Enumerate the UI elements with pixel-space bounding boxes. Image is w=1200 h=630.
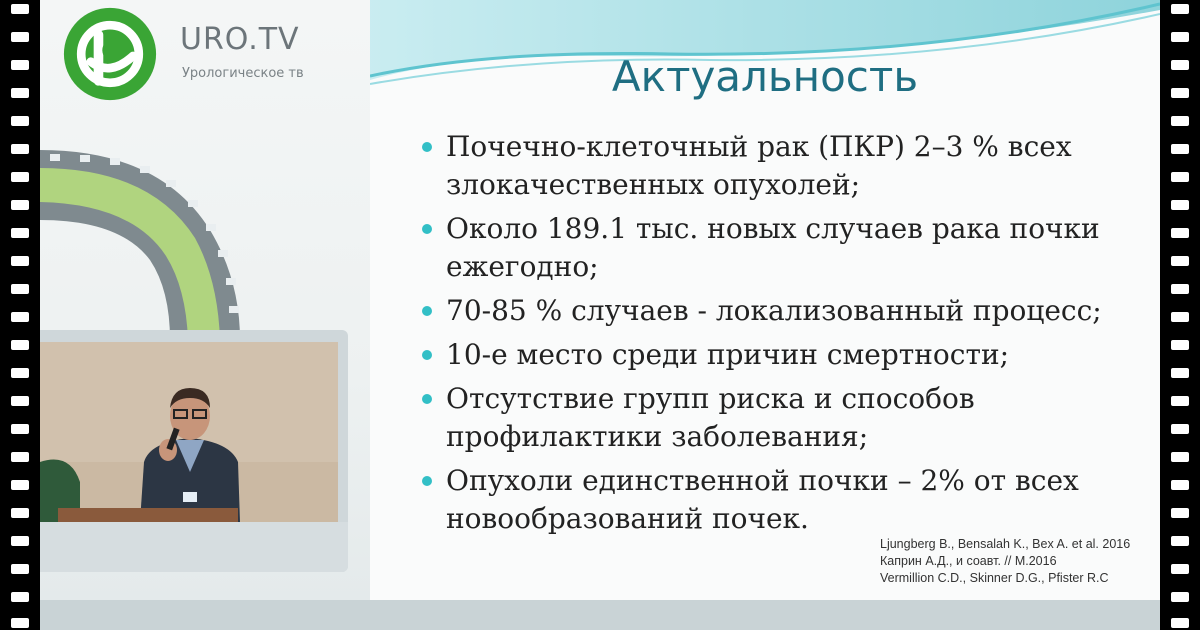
logo-tagline: Урологическое тв (182, 66, 304, 81)
slide-title: Актуальность (611, 52, 919, 101)
film-strip-left (0, 0, 40, 630)
bottom-bar (40, 600, 1160, 630)
reference-line: Vermillion C.D., Skinner D.G., Pfister R.C (880, 571, 1109, 585)
bullet-dot-icon (422, 224, 432, 234)
bullet-dot-icon (422, 394, 432, 404)
presentation-slide (370, 0, 1160, 602)
bullet-item: 70-85 % случаев - локализованный процесс; (422, 292, 1142, 330)
logo-text: URO.TV (180, 22, 300, 57)
bullet-dot-icon (422, 306, 432, 316)
bullet-item: Отсутствие групп риска и способов профилактики заболевания; (422, 380, 1142, 456)
bullet-dot-icon (422, 476, 432, 486)
speaker-icon (40, 342, 338, 522)
bullet-item: Около 189.1 тыс. новых случаев рака почки ежегодно; (422, 210, 1142, 286)
video-stage (40, 0, 1160, 630)
film-strip-right (1160, 0, 1200, 630)
reference-line: Каприн А.Д., и соавт. // М.2016 (880, 554, 1057, 568)
reference-line: Ljungberg B., Bensalah K., Bex A. et al. 2016 (880, 537, 1131, 551)
bullet-list (422, 128, 1142, 544)
video-frame-chin (40, 522, 348, 572)
bullet-dot-icon (422, 350, 432, 360)
bullet-item: Опухоли единственной почки – 2% от всех новообразований почек. (422, 462, 1142, 538)
references (880, 536, 1160, 587)
bullet-item: 10-е место среди причин смертности; (422, 336, 1142, 374)
film-reel-decoration (40, 110, 380, 340)
uro-tv-logo-icon (62, 6, 158, 102)
speaker-video[interactable] (40, 342, 338, 522)
bullet-item: Почечно-клеточный рак (ПКР) 2–3 % всех злокачественных опухолей; (422, 128, 1142, 204)
bullet-dot-icon (422, 142, 432, 152)
